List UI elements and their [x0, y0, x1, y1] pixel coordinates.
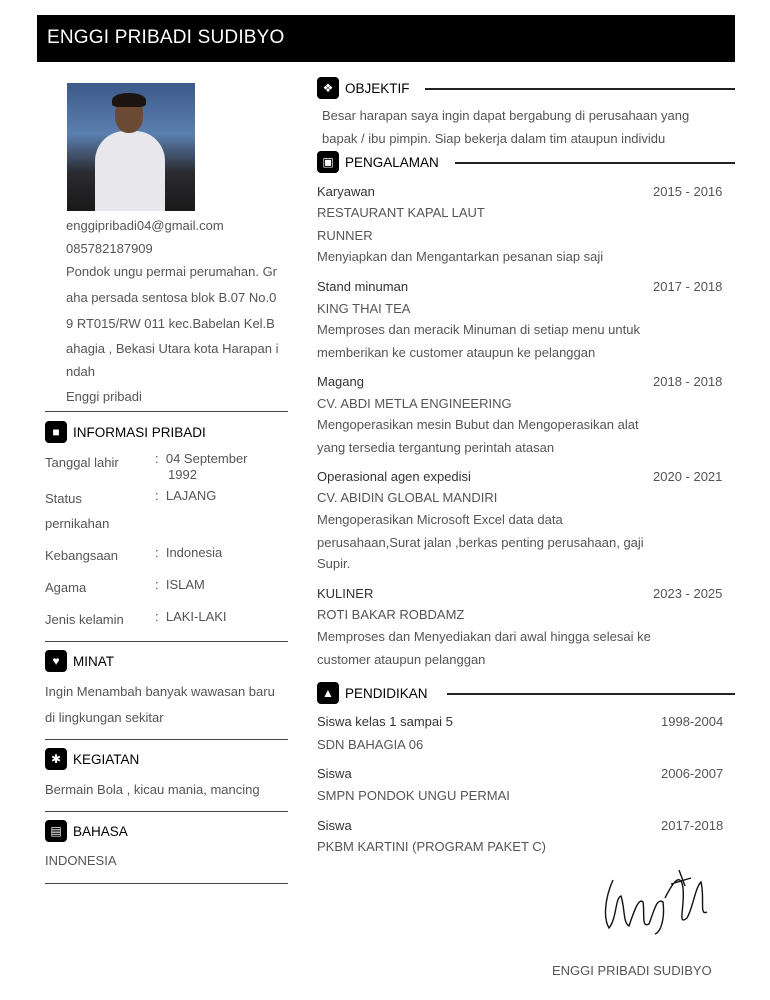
puzzle-icon: ✱	[45, 748, 67, 770]
job-line: customer ataupun pelanggan	[317, 652, 486, 667]
phone: 085782187909	[66, 241, 153, 256]
interest-line: Ingin Menambah banyak wawasan baru	[45, 684, 275, 699]
divider	[45, 641, 288, 642]
value-status: : LAJANG	[155, 488, 217, 503]
section-title-experience: PENGALAMAN	[345, 155, 439, 170]
edu-level: Siswa kelas 1 sampai 5	[317, 714, 453, 729]
job-line: CV. ABDI METLA ENGINEERING	[317, 396, 512, 411]
edu-years: 2006-2007	[661, 766, 724, 781]
profile-photo	[67, 83, 195, 211]
address-line: ahagia , Bekasi Utara kota Harapan i	[66, 341, 279, 356]
job-line: Mengoperasikan Microsoft Excel data data	[317, 512, 563, 527]
job-line: ROTI BAKAR ROBDAMZ	[317, 607, 465, 622]
job-line: Menyiapkan dan Mengantarkan pesanan siap saji	[317, 249, 604, 264]
objective-line: bapak / ibu pimpin. Siap bekerja dalam tim ataupun individu	[322, 131, 666, 146]
job-years: 2017 - 2018	[653, 279, 723, 294]
section-title-objective: OBJEKTIF	[345, 81, 410, 96]
user-icon: ■	[45, 421, 67, 443]
section-title-interest: MINAT	[73, 654, 114, 669]
job-line: yang tersedia tergantung perintah atasan	[317, 440, 555, 455]
section-title-activities: KEGIATAN	[73, 752, 140, 767]
briefcase-icon: ▣	[317, 151, 339, 173]
edu-school: SDN BAHAGIA 06	[317, 737, 424, 752]
job-years: 2018 - 2018	[653, 374, 723, 389]
edu-level: Siswa	[317, 818, 352, 833]
label-nationality: Kebangsaan	[45, 548, 119, 563]
value-birthdate-year: 1992	[168, 467, 197, 482]
objective-line: Besar harapan saya ingin dapat bergabung di perusahaan yang	[322, 108, 690, 123]
divider	[45, 811, 288, 812]
section-title-language: BAHASA	[73, 824, 128, 839]
job-role: Stand minuman	[317, 279, 409, 294]
job-line: RUNNER	[317, 228, 373, 243]
edu-school: PKBM KARTINI (PROGRAM PAKET C)	[317, 839, 546, 854]
email: enggipribadi04@gmail.com	[66, 218, 224, 233]
job-line: Supir.	[317, 556, 351, 571]
edu-years: 1998-2004	[661, 714, 724, 729]
heart-icon: ♥	[45, 650, 67, 672]
language-text: INDONESIA	[45, 853, 117, 868]
address-line: Pondok ungu permai perumahan. Gr	[66, 264, 278, 279]
header-bar	[37, 15, 735, 62]
job-role: Karyawan	[317, 184, 375, 199]
job-line: RESTAURANT KAPAL LAUT	[317, 205, 485, 220]
divider	[45, 411, 288, 412]
signature-image	[595, 868, 720, 940]
signature-name: ENGGI PRIBADI SUDIBYO	[552, 963, 712, 978]
divider	[45, 883, 288, 884]
address-line: ndah	[66, 364, 95, 379]
job-role: Magang	[317, 374, 364, 389]
label-gender: Jenis kelamin	[45, 612, 124, 627]
job-line: Memproses dan Menyediakan dari awal hingga selesai ke	[317, 629, 651, 644]
address-line: 9 RT015/RW 011 kec.Babelan Kel.B	[66, 316, 275, 331]
value-birthdate: : 04 September	[155, 451, 248, 466]
job-line: Mengoperasikan mesin Bubut dan Mengoperasikan alat	[317, 417, 639, 432]
value-gender: : LAKI-LAKI	[155, 609, 227, 624]
job-line: KING THAI TEA	[317, 301, 411, 316]
graduation-cap-icon: ▲	[317, 682, 339, 704]
job-role: Operasional agen expedisi	[317, 469, 471, 484]
label-birthdate: Tanggal lahir	[45, 455, 119, 470]
job-years: 2023 - 2025	[653, 586, 723, 601]
job-years: 2020 - 2021	[653, 469, 723, 484]
section-title-education: PENDIDIKAN	[345, 686, 428, 701]
book-icon: ▤	[45, 820, 67, 842]
edu-years: 2017-2018	[661, 818, 724, 833]
job-line: perusahaan,Surat jalan ,berkas penting perusahaan, gaji	[317, 535, 644, 550]
job-line: CV. ABIDIN GLOBAL MANDIRI	[317, 490, 498, 505]
job-line: Memproses dan meracik Minuman di setiap menu untuk	[317, 322, 640, 337]
job-role: KULINER	[317, 586, 374, 601]
divider	[45, 739, 288, 740]
edu-level: Siswa	[317, 766, 352, 781]
job-line: memberikan ke customer ataupun ke pelanggan	[317, 345, 596, 360]
interest-line: di lingkungan sekitar	[45, 710, 164, 725]
activities-text: Bermain Bola , kicau mania, mancing	[45, 782, 260, 797]
divider	[425, 88, 735, 90]
edu-school: SMPN PONDOK UNGU PERMAI	[317, 788, 510, 803]
header-name: ENGGI PRIBADI SUDIBYO	[47, 27, 285, 48]
label-status: Status	[45, 491, 82, 506]
label-status-2: pernikahan	[45, 516, 110, 531]
value-nationality: : Indonesia	[155, 545, 223, 560]
job-years: 2015 - 2016	[653, 184, 723, 199]
value-religion: : ISLAM	[155, 577, 205, 592]
label-religion: Agama	[45, 580, 87, 595]
nickname: Enggi pribadi	[66, 389, 142, 404]
address-line: aha persada sentosa blok B.07 No.0	[66, 290, 277, 305]
section-title-personal: INFORMASI PRIBADI	[73, 425, 206, 440]
divider	[455, 162, 735, 164]
divider	[447, 693, 735, 695]
target-icon: ❖	[317, 77, 339, 99]
